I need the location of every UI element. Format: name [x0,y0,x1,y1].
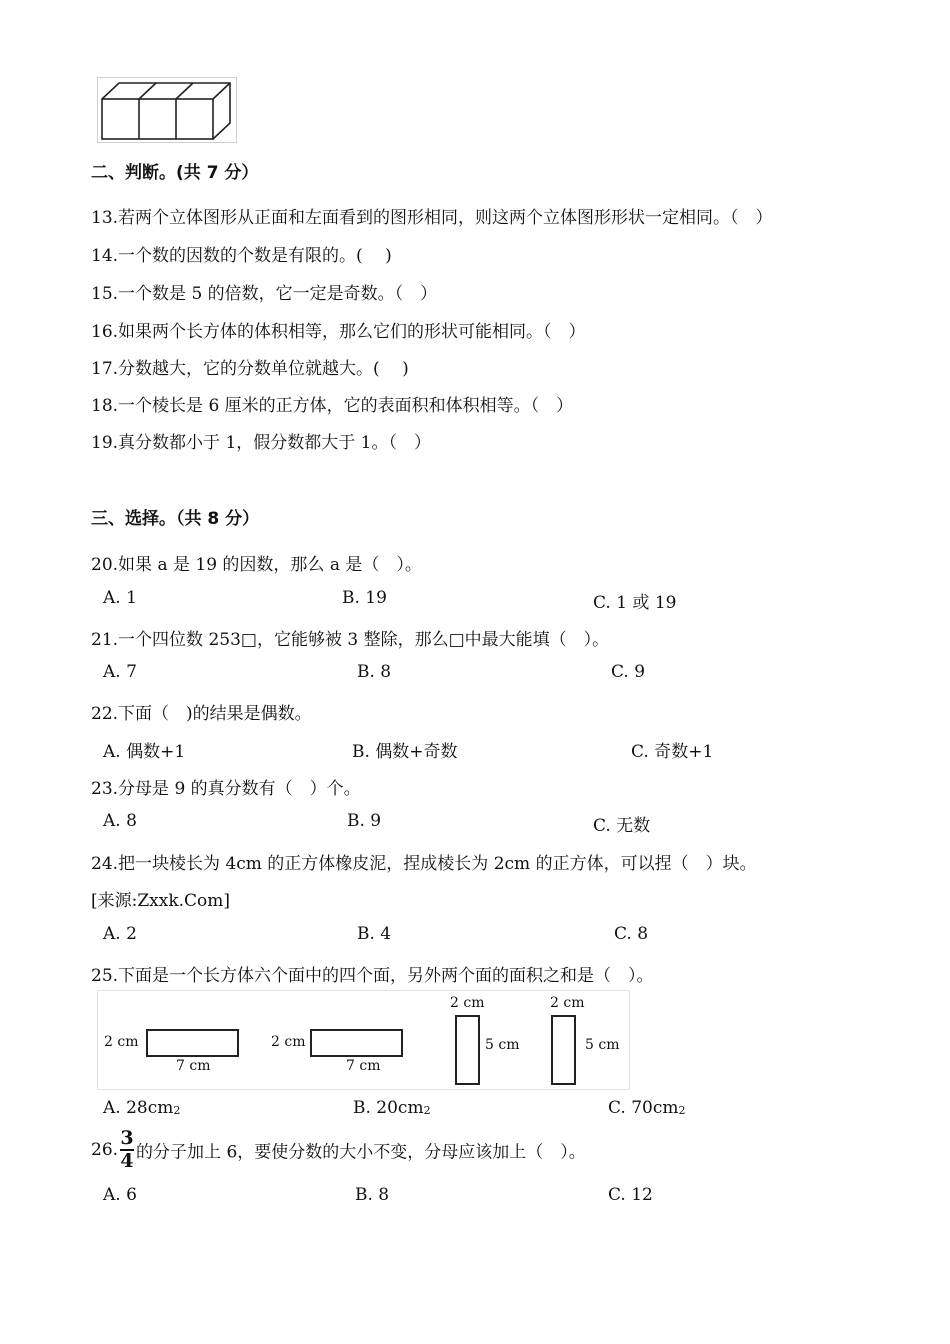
q26-text: 的分子加上 6，要使分数的大小不变，分母应该加上（ ）。 [136,1142,586,1163]
q22-option-b: B. 偶数+奇数 [352,742,458,762]
question-24-source: [来源:Zxxk.Com] [91,891,231,911]
fraction-three-quarters [120,1129,134,1171]
question-24: 24.把一块棱长为 4cm 的正方体橡皮泥，捏成棱长为 2cm 的正方体，可以捏（ ）块。 [91,854,757,874]
q21-option-b: B. 8 [357,662,392,682]
question-14: 14.一个数的因数的个数是有限的。( ) [91,246,392,266]
fraction-denominator: 4 [120,1150,134,1172]
rect-face-4 [551,1015,576,1085]
section-choice-title: 三、选择。（共 8 分） [91,509,260,529]
section-judge-title: 二、判断。(共 7 分） [91,163,259,183]
q25-option-a-text: A. 28cm [103,1098,174,1118]
q26-prefix: 26. [91,1140,119,1160]
rect-face-3 [455,1015,480,1085]
rect-1-bottom-label: 7 cm [176,1058,211,1074]
q25-option-b-text: B. 20cm [353,1098,424,1118]
rect-4-top-label: 2 cm [550,995,585,1011]
question-26 [91,1129,586,1171]
question-13: 13.若两个立体图形从正面和左面看到的图形相同，则这两个立体图形形状一定相同。（ ） [91,208,773,228]
question-21: 21.一个四位数 253□，它能够被 3 整除，那么□中最大能填（ ）。 [91,630,610,650]
rect-2-left-label: 2 cm [271,1034,306,1050]
q20-option-c: C. 1 或 19 [593,593,677,613]
three-cubes-figure [97,77,237,143]
q25-option-b [353,1098,431,1118]
q26-option-c: C. 12 [608,1185,653,1205]
q24-option-c: C. 8 [614,924,649,944]
q25-option-c-sup: 2 [678,1104,686,1117]
q23-option-a: A. 8 [103,811,137,831]
q21-option-a: A. 7 [103,662,137,682]
q20-option-a: A. 1 [103,588,137,608]
question-15: 15.一个数是 5 的倍数，它一定是奇数。（ ） [91,284,438,304]
q26-option-a: A. 6 [103,1185,137,1205]
q25-option-c-text: C. 70cm [608,1098,679,1118]
rect-3-right-label: 5 cm [485,1037,520,1053]
q24-option-a: A. 2 [103,924,137,944]
question-25: 25.下面是一个长方体六个面中的四个面，另外两个面的面积之和是（ ）。 [91,966,654,986]
q23-option-c: C. 无数 [593,816,651,836]
q22-option-a: A. 偶数+1 [103,742,186,762]
question-16: 16.如果两个长方体的体积相等，那么它们的形状可能相同。（ ） [91,322,586,342]
rect-face-1 [146,1029,239,1057]
q25-option-b-sup: 2 [423,1104,431,1117]
q20-option-b: B. 19 [342,588,387,608]
rect-4-right-label: 5 cm [585,1037,620,1053]
q22-option-c: C. 奇数+1 [631,742,714,762]
rect-face-2 [310,1029,403,1057]
q25-option-a [103,1098,180,1118]
q21-option-c: C. 9 [611,662,646,682]
q26-option-b: B. 8 [355,1185,390,1205]
fraction-numerator: 3 [120,1127,134,1149]
question-19: 19.真分数都小于 1，假分数都大于 1。（ ） [91,433,431,453]
rect-1-left-label: 2 cm [104,1034,139,1050]
q25-option-c [608,1098,685,1118]
rect-3-top-label: 2 cm [450,995,485,1011]
rectangles-figure [97,990,630,1090]
question-20: 20.如果 a 是 19 的因数，那么 a 是（ ）。 [91,555,422,575]
question-23: 23.分母是 9 的真分数有（ ）个。 [91,779,361,799]
q23-option-b: B. 9 [347,811,382,831]
rect-2-bottom-label: 7 cm [346,1058,381,1074]
q25-option-a-sup: 2 [173,1104,181,1117]
question-17: 17.分数越大，它的分数单位就越大。( ) [91,359,409,379]
question-18: 18.一个棱长是 6 厘米的正方体，它的表面积和体积相等。（ ） [91,396,574,416]
q24-option-b: B. 4 [357,924,392,944]
question-22: 22.下面（ )的结果是偶数。 [91,704,312,724]
